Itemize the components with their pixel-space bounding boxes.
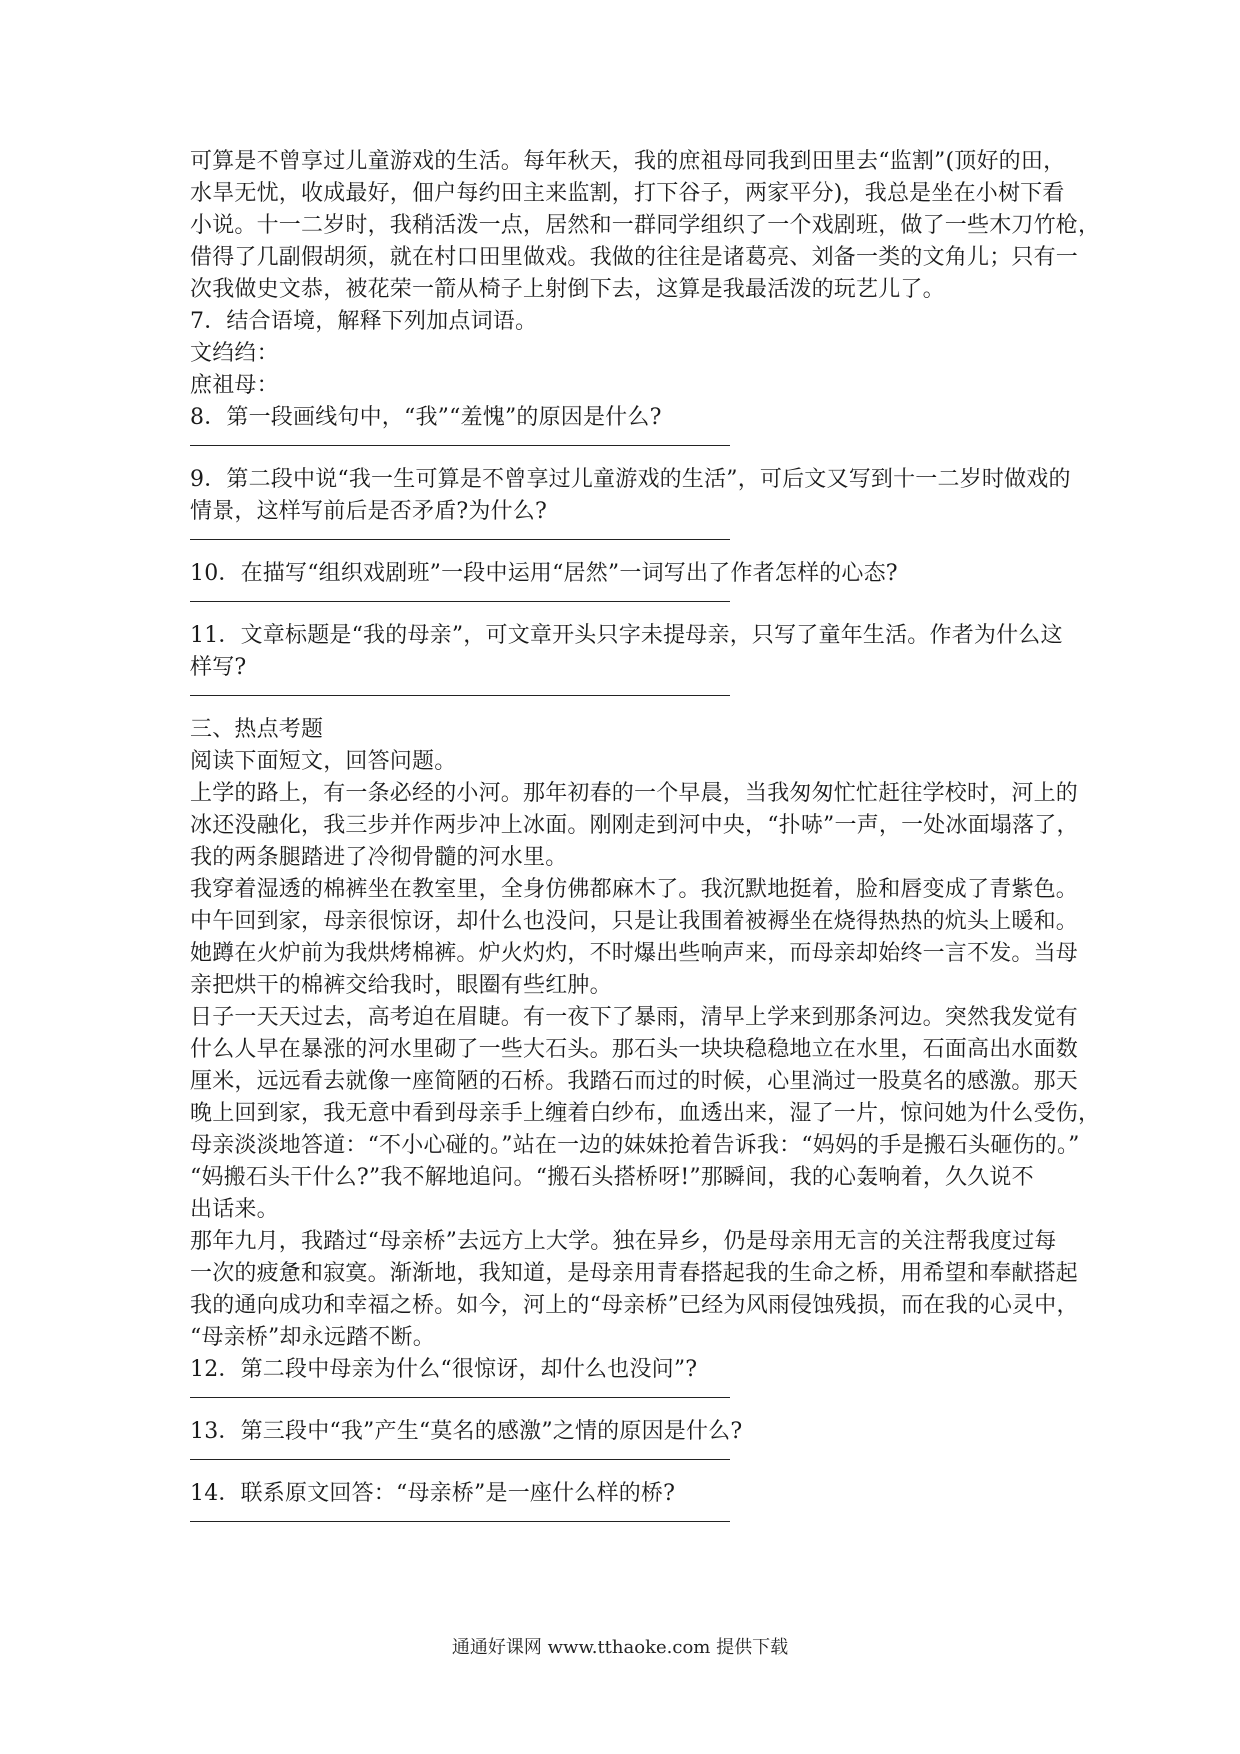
passage-2-line: 日子一天天过去，高考迫在眉睫。有一夜下了暴雨，清早上学来到那条河边。突然我发觉有: [190, 1005, 1079, 1030]
passage-2-line: 她蹲在火炉前为我烘烤棉裤。炉火灼灼，不时爆出些响声来，而母亲却始终一言不发。当母: [190, 941, 1079, 966]
question-7-item-2: 庶祖母：: [190, 373, 279, 398]
answer-line: [190, 684, 1070, 708]
question-14: [190, 1478, 1070, 1534]
passage-2-line: 一次的疲惫和寂寞。渐渐地，我知道，是母亲用青春搭起我的生命之桥，用希望和奉献搭起: [190, 1261, 1079, 1286]
question-11: [190, 620, 1070, 714]
passage-1-line: 可算是不曾享过儿童游戏的生活。每年秋天，我的庶祖母同我到田里去“监割”(顶好的田，: [190, 149, 1066, 174]
question-8-text: 8．第一段画线句中，“我”“羞愧”的原因是什么?: [190, 405, 662, 430]
passage-2-line: 中午回到家，母亲很惊讶，却什么也没问，只是让我围着被褥坐在烧得热热的炕头上暖和。: [190, 909, 1079, 934]
section-3: [190, 714, 1070, 778]
passage-1-line: 小说。十一二岁时，我稍活泼一点，居然和一群同学组织了一个戏剧班，做了一些木刀竹枪，: [190, 213, 1101, 238]
question-7-item-1: 文绉绉：: [190, 341, 279, 366]
section-heading: 三、热点考题: [190, 717, 324, 742]
question-10: [190, 558, 1070, 620]
question-10-text: 10．在描写“组织戏剧班”一段中运用“居然”一词写出了作者怎样的心态?: [190, 561, 898, 586]
passage-2-line: “母亲桥”却永远踏不断。: [190, 1325, 435, 1350]
question-7: [190, 306, 1070, 402]
section-instruction: 阅读下面短文，回答问题。: [190, 749, 457, 774]
passage-2-line: 亲把烘干的棉裤交给我时，眼圈有些红肿。: [190, 973, 612, 998]
question-13-text: 13．第三段中“我”产生“莫名的感激”之情的原因是什么?: [190, 1419, 743, 1444]
question-11-line-2: 样写?: [190, 655, 247, 680]
passage-2-line: 那年九月，我踏过“母亲桥”去远方上大学。独在异乡，仍是母亲用无言的关注帮我度过每: [190, 1229, 1057, 1254]
answer-line: [190, 434, 1070, 458]
passage-2-line: 上学的路上，有一条必经的小河。那年初春的一个早晨，当我匆匆忙忙赶往学校时，河上的: [190, 781, 1079, 806]
passage-1-line: 次我做史文恭，被花荣一箭从椅子上射倒下去，这算是我最活泼的玩艺儿了。: [190, 277, 945, 302]
answer-line: [190, 590, 1070, 614]
passage-2-line: 冰还没融化，我三步并作两步冲上冰面。刚刚走到河中央，“扑哧”一声，一处冰面塌落了，: [190, 813, 1079, 838]
answer-line: [190, 1448, 1070, 1472]
passage-2-line: 我的两条腿踏进了冷彻骨髓的河水里。: [190, 845, 568, 870]
passage-1-line: 借得了几副假胡须，就在村口田里做戏。我做的往往是诸葛亮、刘备一类的文角儿；只有一: [190, 245, 1079, 270]
passage-2-line: 我的通向成功和幸福之桥。如今，河上的“母亲桥”已经为风雨侵蚀残损，而在我的心灵中，: [190, 1293, 1079, 1318]
question-11-line-1: 11．文章标题是“我的母亲”，可文章开头只字未提母亲，只写了童年生活。作者为什么这: [190, 623, 1063, 648]
answer-line: [190, 1510, 1070, 1534]
passage-2-line: 我穿着湿透的棉裤坐在教室里，全身仿佛都麻木了。我沉默地挺着，脸和唇变成了青紫色。: [190, 877, 1079, 902]
question-8: [190, 402, 1070, 464]
passage-2-line: 母亲淡淡地答道：“不小心碰的。”站在一边的妹妹抢着告诉我：“妈妈的手是搬石头砸伤的。”: [190, 1133, 1080, 1158]
passage-2: [190, 778, 1101, 1354]
answer-line: [190, 1386, 1070, 1410]
passage-1: [190, 146, 1101, 306]
footer-text: 通通好课网 www.tthaoke.com 提供下载: [451, 1637, 789, 1658]
question-7-text: 7．结合语境，解释下列加点词语。: [190, 309, 538, 334]
passage-1-line: 水旱无忧，收成最好，佃户每约田主来监割，打下谷子，两家平分)，我总是坐在小树下看: [190, 181, 1065, 206]
passage-2-line: 厘米，远远看去就像一座简陋的石桥。我踏石而过的时候，心里淌过一股莫名的感激。那天: [190, 1069, 1079, 1094]
question-13: [190, 1416, 1070, 1478]
passage-2-line: 出话来。: [190, 1197, 279, 1222]
passage-2-line: 什么人早在暴涨的河水里砌了一些大石头。那石头一块块稳稳地立在水里，石面高出水面数: [190, 1037, 1079, 1062]
answer-line: [190, 528, 1070, 552]
question-14-text: 14．联系原文回答：“母亲桥”是一座什么样的桥?: [190, 1481, 676, 1506]
question-9-line-1: 9．第二段中说“我一生可算是不曾享过儿童游戏的生活”，可后文又写到十一二岁时做戏的: [190, 467, 1071, 492]
passage-2-line: “妈搬石头干什么?”我不解地追问。“搬石头搭桥呀!”那瞬间，我的心轰响着，久久说不: [190, 1165, 1034, 1190]
passage-2-line: 晚上回到家，我无意中看到母亲手上缠着白纱布，血透出来，湿了一片，惊问她为什么受伤，: [190, 1101, 1101, 1126]
document-page: [190, 146, 1101, 1534]
question-12-text: 12．第二段中母亲为什么“很惊讶，却什么也没问”?: [190, 1357, 698, 1382]
question-12: [190, 1354, 1070, 1416]
question-9-line-2: 情景，这样写前后是否矛盾?为什么?: [190, 499, 547, 524]
question-9: [190, 464, 1070, 558]
